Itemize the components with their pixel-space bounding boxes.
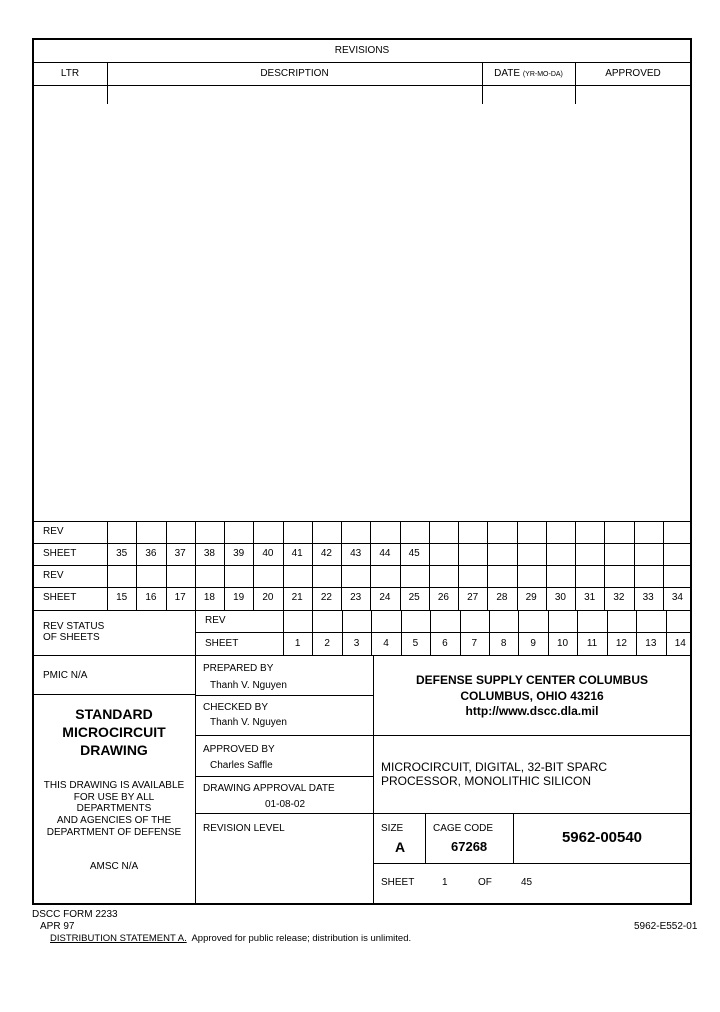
status-sheet-cell: 14 (674, 638, 686, 649)
status-sheet-cell: 13 (645, 638, 657, 649)
amsc-label: AMSC N/A (89, 861, 139, 872)
status-sheet-cell: 12 (615, 638, 627, 649)
description-header: DESCRIPTION (260, 68, 329, 79)
approved-by-label: APPROVED BY (203, 744, 275, 755)
sheet-number-cell: 26 (437, 592, 449, 603)
form-date: APR 97 (40, 921, 75, 932)
approved-header: APPROVED (605, 68, 661, 79)
status-sheet-cell: 7 (471, 638, 478, 649)
document-number: 5962-00540 (561, 829, 643, 846)
total-sheets: 45 (521, 877, 533, 888)
sheet-number-cell: 20 (262, 592, 274, 603)
status-sheet-cell: 6 (442, 638, 448, 649)
form-number: DSCC FORM 2233 (32, 909, 118, 920)
sheet-number-cell: 41 (291, 548, 303, 559)
status-sheet-cell: 10 (557, 638, 569, 649)
sheet-number-cell: 28 (496, 592, 508, 603)
sheet-number-cell: 39 (233, 548, 245, 559)
sheet-label-bottom: SHEET (43, 592, 77, 603)
sheet-number-cell: 23 (350, 592, 362, 603)
sheet-number-cell: 22 (320, 592, 332, 603)
size-value: A (395, 839, 406, 855)
status-sheet-cell: 9 (530, 638, 536, 649)
sheet-number-cell: 24 (379, 592, 391, 603)
of-sheets-label: OF SHEETS (43, 632, 100, 643)
rev-status-label: REV STATUS (43, 621, 105, 632)
sheet-number-cell: 19 (233, 592, 245, 603)
prepared-by-label: PREPARED BY (203, 663, 274, 674)
status-sheet-cell: 2 (324, 638, 330, 649)
rev-status-sheet-label: SHEET (205, 638, 239, 649)
status-sheet-cell: 4 (383, 638, 389, 649)
availability-notice: THIS DRAWING IS AVAILABLE FOR USE BY ALL DEPARTMENTS AND AGENCIES OF THE DEPARTMENT OF DEFENSE (43, 780, 185, 838)
rev-label-bottom: REV (43, 570, 64, 581)
agency-city: COLUMBUS, OHIO 43216 (460, 688, 604, 703)
revisions-title: REVISIONS (334, 45, 390, 56)
sheet-label: SHEET (381, 877, 415, 888)
document-code: 5962-E552-01 (634, 921, 698, 932)
prepared-by-name: Thanh V. Nguyen (210, 680, 287, 691)
sheet-number-cell: 32 (613, 592, 625, 603)
approval-date-value: 01-08-02 (265, 799, 306, 810)
sheet-number-cell: 42 (320, 548, 332, 559)
part-description-line1: MICROCIRCUIT, DIGITAL, 32-BIT SPARC (381, 760, 608, 774)
revision-level-label: REVISION LEVEL (203, 823, 285, 834)
date-header: DATE (YR-MO-DA) (494, 68, 563, 79)
distribution-statement: DISTRIBUTION STATEMENT A. Approved for public release; distribution is unlimited. (50, 933, 412, 944)
approval-date-label: DRAWING APPROVAL DATE (203, 783, 335, 794)
status-sheet-cell: 3 (353, 638, 360, 649)
sheet-number-cell: 21 (291, 592, 303, 603)
cage-code-value: 67268 (451, 839, 488, 854)
ltr-header: LTR (60, 68, 80, 79)
agency-name: DEFENSE SUPPLY CENTER COLUMBUS (415, 673, 649, 687)
sheet-number-cell: 16 (145, 592, 157, 603)
part-description-line2: PROCESSOR, MONOLITHIC SILICON (381, 774, 592, 788)
rev-label-top: REV (43, 526, 64, 537)
sheet-number-cell: 36 (145, 548, 157, 559)
sheet-number-cell: 37 (174, 548, 186, 559)
sheet-number-cell: 30 (554, 592, 566, 603)
sheet-number-cell: 40 (262, 548, 274, 559)
sheet-number-cell: 45 (408, 548, 420, 559)
checked-by-label: CHECKED BY (203, 702, 269, 713)
checked-by-name: Thanh V. Nguyen (210, 717, 287, 728)
sheet-number-cell: 33 (642, 592, 654, 603)
sheet-number-cell: 44 (379, 548, 391, 559)
sheet-number-cell: 15 (116, 592, 128, 603)
status-sheet-cell: 5 (412, 638, 419, 649)
sheet-number-cell: 43 (350, 548, 362, 559)
drawing-frame (32, 38, 692, 905)
sheet-number-cell: 18 (203, 592, 215, 603)
agency-url[interactable]: http://www.dscc.dla.mil (465, 704, 599, 718)
sheet-number-cell: 31 (584, 592, 596, 603)
standard-drawing-title: STANDARD MICROCIRCUIT DRAWING (62, 706, 166, 758)
size-label: SIZE (381, 823, 404, 834)
agency-block (373, 673, 691, 720)
approved-by-name: Charles Saffle (210, 760, 273, 771)
sheet-number: 1 (442, 877, 448, 888)
status-sheet-cell: 11 (586, 638, 598, 649)
cage-code-label: CAGE CODE (433, 823, 494, 834)
sheet-number-cell: 38 (203, 548, 215, 559)
sheet-number-cell: 29 (525, 592, 537, 603)
sheet-label-top: SHEET (43, 548, 77, 559)
sheet-number-cell: 17 (174, 592, 186, 603)
pmic-label: PMIC N/A (43, 670, 88, 681)
sheet-number-cell: 25 (408, 592, 420, 603)
status-sheet-cell: 8 (500, 638, 507, 649)
sheet-number-cell: 35 (116, 548, 128, 559)
sheet-number-cell: 27 (467, 592, 479, 603)
of-label: OF (478, 877, 492, 888)
status-sheet-cell: 1 (294, 638, 301, 649)
rev-status-rev-label: REV (205, 615, 226, 626)
sheet-number-cell: 34 (671, 592, 683, 603)
